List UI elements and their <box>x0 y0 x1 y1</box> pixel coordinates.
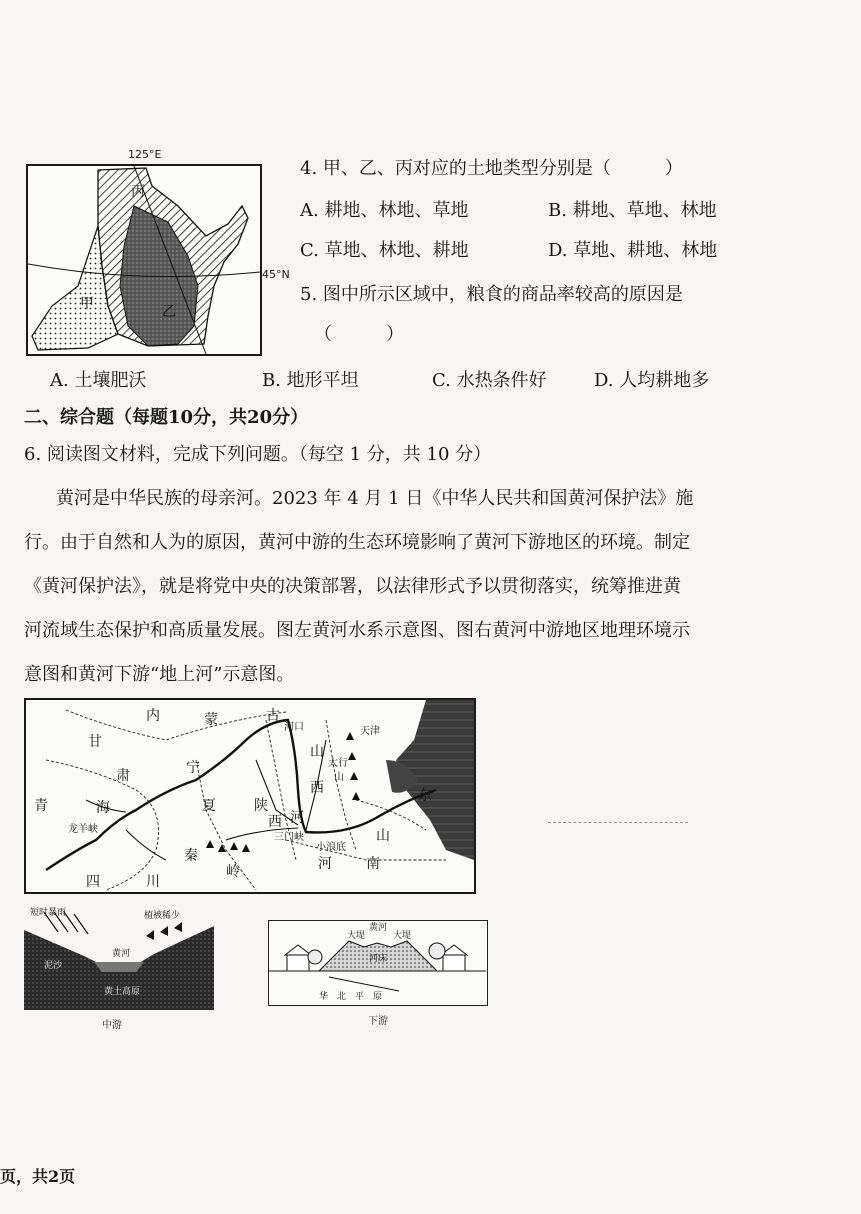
label-ling: 岭 <box>226 864 240 880</box>
label-nan: 南 <box>366 856 380 872</box>
label-taihang-shan: 山 <box>334 772 344 783</box>
passage-line: 意图和黄河下游“地上河”示意图。 <box>24 664 295 685</box>
river-channel <box>94 962 144 972</box>
house-right <box>429 943 467 971</box>
midstream-caption: 中游 <box>102 1020 122 1031</box>
q4-option-c[interactable]: C. 草地、林地、耕地 <box>300 240 469 261</box>
label-he-nan: 河 <box>318 856 332 872</box>
rain-label: 短时暴雨 <box>30 908 67 918</box>
yellow-river-mainstem <box>46 720 436 870</box>
label-dong: 东 <box>418 788 432 804</box>
label-taihang: 太行 <box>328 758 348 769</box>
vegetation-label: 植被稀少 <box>144 911 181 921</box>
region-jia-label: 甲 <box>80 296 94 312</box>
label-xia: 夏 <box>202 798 216 814</box>
lon-label: 125°E <box>128 148 162 161</box>
section2-heading: 二、综合题（每题10分，共20分） <box>24 407 309 428</box>
q5-option-a[interactable]: A. 土壤肥沃 <box>50 370 147 391</box>
slope-line <box>329 977 399 991</box>
region-yi-label: 乙 <box>162 304 176 320</box>
label-gan: 甘 <box>88 734 102 750</box>
levee-right-label: 大堤 <box>393 931 412 941</box>
downstream-caption: 下游 <box>368 1016 388 1027</box>
label-sanmenxia: 三门峡 <box>274 832 304 843</box>
passage-line: 黄河是中华民族的母亲河。2023 年 4 月 1 日《中华人民共和国黄河保护法》施 <box>56 488 694 509</box>
passage-line: 行。由于自然和人为的原因，黄河中游的生态环境影响了黄河下游地区的环境。制定 <box>24 532 690 553</box>
sediment-label: 泥沙 <box>44 961 63 971</box>
q6-stem: 6. 阅读图文材料，完成下列问题。（每空 1 分，共 10 分） <box>24 444 492 465</box>
label-shan-a: 陕 <box>254 798 268 814</box>
label-nei: 内 <box>146 708 160 724</box>
q4-stem: 4. 甲、乙、丙对应的土地类型分别是（ ） <box>300 158 683 179</box>
label-si: 四 <box>86 874 100 890</box>
house-left <box>285 945 322 971</box>
faint-line <box>548 822 688 824</box>
label-qing: 青 <box>34 798 48 814</box>
q5-option-d[interactable]: D. 人均耕地多 <box>594 370 710 391</box>
northeast-map <box>26 164 262 356</box>
q4-option-b[interactable]: B. 耕地、草地、林地 <box>548 200 717 221</box>
midstream-diagram <box>24 906 214 1010</box>
page-footer: 页，共2页 <box>0 1167 76 1186</box>
label-longyangxia: 龙羊峡 <box>68 824 98 835</box>
yellow-river-map-graphic <box>26 700 474 892</box>
q5-stem: 5. 图中所示区域中，粮食的商品率较高的原因是 <box>300 284 683 305</box>
q5-answer-blank[interactable]: （ ） <box>314 324 404 345</box>
label-qin: 秦 <box>184 848 198 864</box>
label-shan-c: 山 <box>376 828 390 844</box>
q5-option-b[interactable]: B. 地形平坦 <box>262 370 359 391</box>
label-xiaolangdi: 小浪底 <box>316 842 346 853</box>
region-bing-label: 丙 <box>131 184 145 200</box>
soil-label: 黄土高原 <box>104 987 141 997</box>
plain-label: 华 北 平 原 <box>319 992 383 1002</box>
lat-label: 45°N <box>262 268 290 281</box>
downstream-diagram <box>268 920 488 1006</box>
q5-option-c[interactable]: C. 水热条件好 <box>432 370 547 391</box>
label-shan-b: 山 <box>310 744 324 760</box>
passage-line: 《黄河保护法》，就是将党中央的决策部署，以法律形式予以贯彻落实，统筹推进黄 <box>24 576 681 597</box>
label-ning: 宁 <box>186 760 200 776</box>
label-he: 河 <box>290 810 304 826</box>
q4-option-a[interactable]: A. 耕地、林地、草地 <box>300 200 469 221</box>
label-xi-a: 西 <box>268 814 282 830</box>
sediment-arrows <box>146 922 182 940</box>
river-label-low: 黄河 <box>369 923 388 933</box>
label-tianjin: 天津 <box>360 726 380 737</box>
label-hekou: 河口 <box>284 722 304 733</box>
northeast-map-graphic <box>28 166 260 354</box>
label-gu: 古 <box>266 708 280 724</box>
river-label: 黄河 <box>112 949 131 959</box>
label-su: 肃 <box>116 768 130 784</box>
label-meng: 蒙 <box>204 712 218 728</box>
label-xi-b: 西 <box>310 780 324 796</box>
label-chuan: 川 <box>146 874 160 890</box>
q4-option-d[interactable]: D. 草地、耕地、林地 <box>548 240 718 261</box>
riverbed-label: 河床 <box>369 954 388 964</box>
yellow-river-map <box>24 698 476 894</box>
levee-left-label: 大堤 <box>347 931 366 941</box>
label-hai: 海 <box>96 800 110 816</box>
passage-line: 河流域生态保护和高质量发展。图左黄河水系示意图、图右黄河中游地区地理环境示 <box>24 620 690 641</box>
